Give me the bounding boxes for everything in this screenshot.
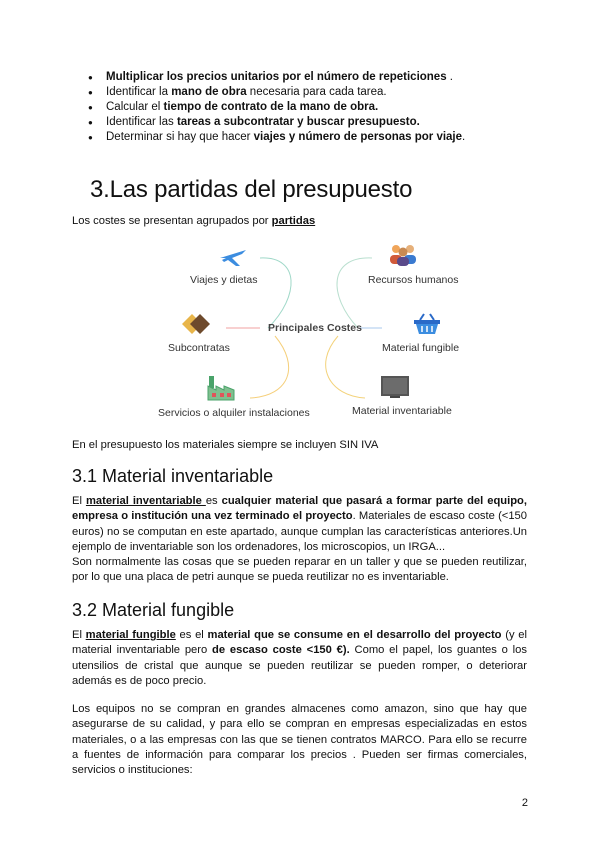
node-hr-label: Recursos humanos — [368, 274, 459, 286]
section-3-1-paragraph-2: Son normalmente las cosas que se pueden reparar en un taller y que se pueden reutilizar, por lo que una placa de petri aunque se pueda reutilizar no es inventariable. — [72, 556, 527, 584]
section-3-2-paragraph-2: Los equipos no se compran en grandes almacenes como amazon, sino que hay que asegurarse de su calidad, y para ello se compran en empresas especializadas en estos materiales, o a las empresas con las que se tienen contratos MARCO. Para ello se recurre a fuentes de información para comparar los precios . Pueden ser firmas comerciales, servicios o instituciones: — [72, 703, 527, 777]
costs-mindmap — [150, 236, 480, 426]
vat-note: En el presupuesto los materiales siempre se incluyen SIN IVA — [72, 439, 379, 451]
list-item: ● Identificar las tareas a subcontratar y buscar presupuesto. — [88, 115, 465, 130]
basket-icon — [412, 312, 442, 336]
connector-services — [250, 336, 289, 398]
handshake-icon — [180, 312, 212, 336]
fungible-term: material fungible — [85, 629, 176, 641]
section-3-title: 3.Las partidas del presupuesto — [90, 176, 413, 203]
list-item: ● Identificar la mano de obra necesaria para cada tarea. — [88, 85, 465, 100]
section-3-2-title: 3.2 Material fungible — [72, 600, 235, 620]
center-label: Principales Costes — [268, 322, 362, 334]
monitor-icon — [380, 374, 410, 400]
section-3-1-title: 3.1 Material inventariable — [72, 466, 274, 486]
people-icon — [388, 242, 418, 266]
node-consumable-label: Material fungible — [382, 342, 460, 354]
section-3-2-paragraph-1: El material fungible es el material que se consume en el desarrollo del proyecto (y el material inventariable pero de escaso coste <150 €). Como el papel, los guantes o los utensilios de cristal que aunque se pueden reutilizar se pueden romper, o deteriorar además es de poco precio. — [72, 629, 527, 687]
section-3-1-paragraph-1: El material inventariable es cualquier material que pasará a formar parte del equipo, empresa o institución una vez terminado el proyecto. Materiales de escaso coste (<150 euros) no se computan en este apartado, aunque cumplan las características anteriores.Un ejemplo de inventariable son los ordenadores, los microscopios, un IRGA... — [72, 495, 527, 553]
connector-inventory — [326, 336, 365, 398]
section-3-intro: Los costes se presentan agrupados por partidas — [72, 215, 316, 227]
connector-travel — [260, 258, 291, 328]
partidas-link: partidas — [271, 215, 316, 227]
connector-hr — [337, 258, 372, 328]
list-item: ● Determinar si hay que hacer viajes y número de personas por viaje. — [88, 130, 465, 145]
list-item: ● Calcular el tiempo de contrato de la mano de obra. — [88, 100, 465, 115]
node-services-label: Servicios o alquiler instalaciones — [158, 407, 310, 419]
list-item: ● Multiplicar los precios unitarios por el número de repeticiones . — [88, 70, 465, 85]
node-subcontract-label: Subcontratas — [168, 342, 230, 354]
plane-icon — [218, 244, 248, 270]
node-travel-label: Viajes y dietas — [190, 274, 258, 286]
inventariable-term: material inventariable — [85, 495, 206, 507]
task-bullet-list — [88, 70, 465, 145]
node-inventory-label: Material inventariable — [352, 405, 452, 417]
page-number: 2 — [521, 797, 528, 809]
factory-icon — [206, 374, 236, 402]
